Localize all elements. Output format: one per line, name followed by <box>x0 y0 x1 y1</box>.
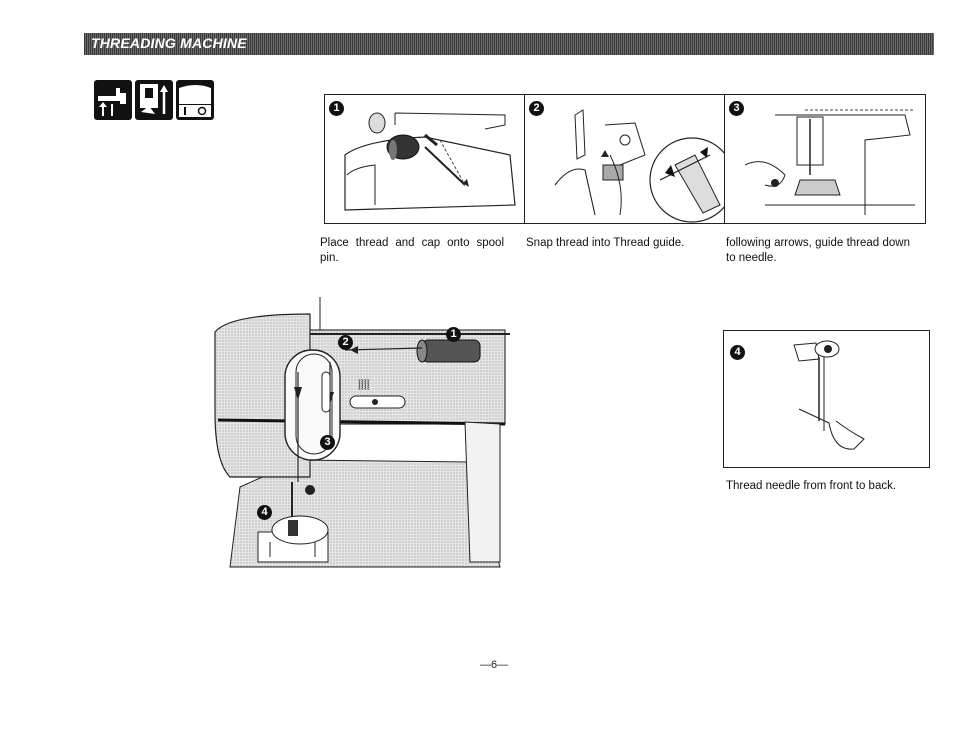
machine-threading-diagram <box>210 292 510 582</box>
power-switch-icon <box>176 80 214 120</box>
machine-callout-4: 4 <box>257 505 272 520</box>
step-3-illustration <box>724 94 926 224</box>
needle-threading-icon <box>135 80 173 120</box>
step-3-number: 3 <box>729 101 744 116</box>
step-4-caption: Thread needle from front to back. <box>726 480 897 492</box>
spool-pin-icon <box>94 80 132 120</box>
step-2-number: 2 <box>529 101 544 116</box>
machine-callout-3: 3 <box>320 435 335 450</box>
step-4-illustration <box>723 330 930 468</box>
machine-callout-2: 2 <box>338 335 353 350</box>
step-2-illustration <box>524 94 726 224</box>
page-number: —6— <box>480 659 509 671</box>
section-header-bar <box>84 33 934 55</box>
step-2-caption: Snap thread into Thread guide. <box>526 237 685 249</box>
machine-callout-1: 1 <box>446 327 461 342</box>
svg-text:⦚⦚⦚⦚: ⦚⦚⦚⦚ <box>358 378 370 394</box>
step-1-caption: Place thread and cap onto spool pin. <box>320 237 504 264</box>
step-1-illustration <box>324 94 526 224</box>
mode-icon-group <box>94 80 214 122</box>
section-title: THREADING MACHINE <box>91 35 247 51</box>
step-4-number: 4 <box>730 345 745 360</box>
step-1-number: 1 <box>329 101 344 116</box>
step-3-caption: following arrows, guide thread down to needle. <box>726 237 910 264</box>
